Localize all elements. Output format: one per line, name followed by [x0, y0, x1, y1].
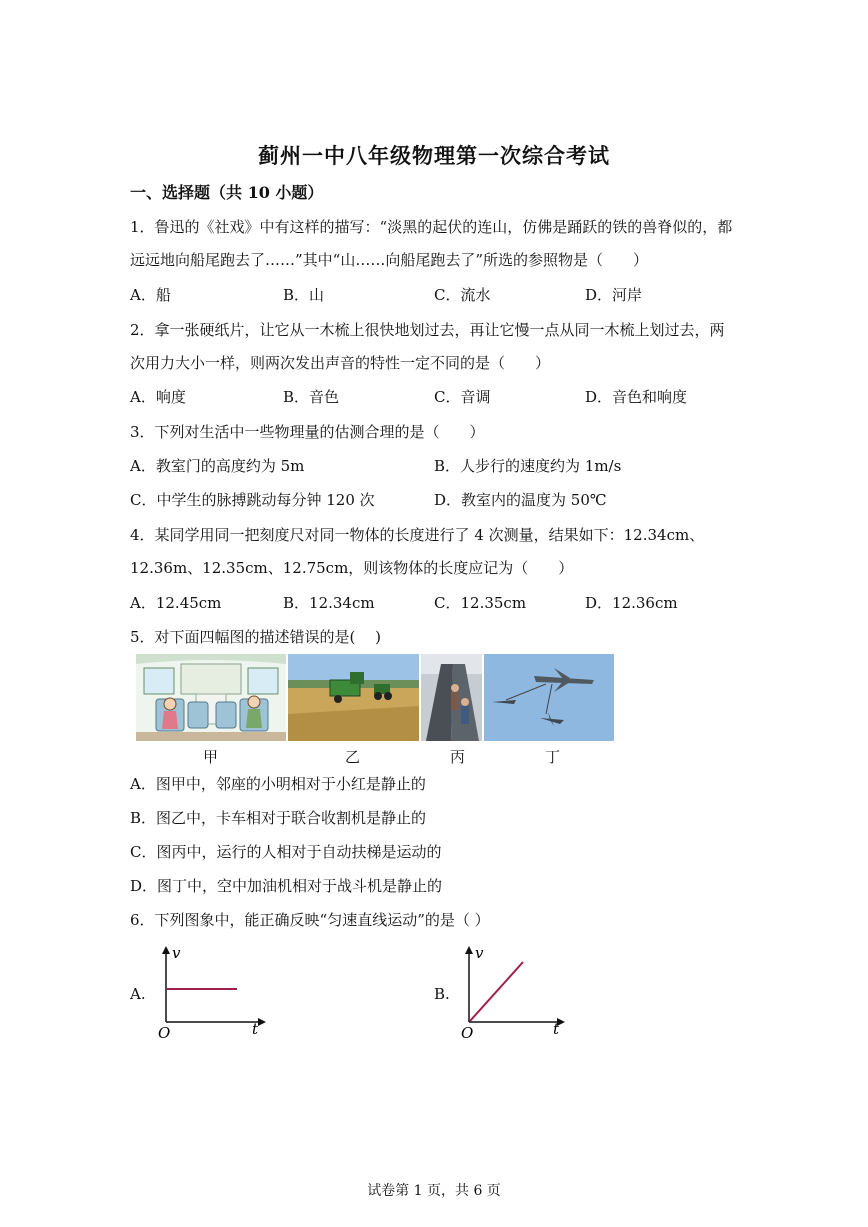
- x-axis-arrow: [258, 1018, 266, 1026]
- q2-option-d: D．音色和响度: [585, 388, 688, 406]
- q6-graph-b: [453, 942, 573, 1046]
- q3-option-a: A．教室门的高度约为 5m: [130, 457, 305, 475]
- question-4-line1: 4．某同学用同一把刻度尺对同一物体的长度进行了 4 次测量，结果如下：12.34cm、: [130, 526, 705, 544]
- caption-jia: 甲: [203, 748, 219, 766]
- caption-ding: 丁: [545, 748, 561, 766]
- q6-graph-a: [150, 942, 270, 1046]
- question-3-line1: 3．下列对生活中一些物理量的估测合理的是（ ）: [130, 423, 485, 441]
- q4-option-d: D．12.36cm: [585, 594, 678, 612]
- increasing-velocity-line: [470, 962, 523, 1021]
- q5-option-a: A．图甲中，邻座的小明相对于小红是静止的: [130, 775, 426, 793]
- q1-option-a: A．船: [130, 286, 171, 304]
- q6-graph-b-label: B.: [434, 985, 450, 1003]
- q4-option-a: A．12.45cm: [130, 594, 222, 612]
- q1-option-b: B．山: [283, 286, 325, 304]
- caption-yi: 乙: [345, 748, 361, 766]
- q6-graph-a-label: A.: [130, 985, 146, 1003]
- q3-option-d: D．教室内的温度为 50℃: [434, 491, 607, 509]
- y-axis-label: v: [172, 944, 181, 962]
- figure-escalator: [421, 654, 482, 741]
- x-axis-label: t: [553, 1020, 560, 1038]
- q4-option-c: C．12.35cm: [434, 594, 527, 612]
- q2-option-a: A．响度: [130, 388, 186, 406]
- section-heading: 一、选择题（共 10 小题）: [130, 183, 324, 202]
- q5-option-b: B．图乙中，卡车相对于联合收割机是静止的: [130, 809, 427, 827]
- figure-harvester-field: [288, 654, 419, 741]
- y-axis-arrow: [465, 946, 473, 954]
- x-axis-label: t: [252, 1020, 259, 1038]
- origin-label: O: [158, 1024, 171, 1042]
- origin-label: O: [461, 1024, 474, 1042]
- question-2-line2: 次用力大小一样，则两次发出声音的特性一定不同的是（ ）: [130, 354, 551, 372]
- y-axis-label: v: [475, 944, 484, 962]
- question-1-line2: 远远地向船尾跑去了……”其中“山……向船尾跑去了”所选的参照物是（ ）: [130, 251, 649, 269]
- q5-option-d: D．图丁中，空中加油机相对于战斗机是静止的: [130, 877, 443, 895]
- figure-aerial-refueling: [484, 654, 614, 741]
- question-4-line2: 12.36m、12.35cm、12.75cm，则该物体的长度应记为（ ）: [130, 559, 574, 577]
- q3-option-b: B．人步行的速度约为 1m/s: [434, 457, 622, 475]
- question-5-line1: 5．对下面四幅图的描述错误的是( ): [130, 628, 382, 646]
- q2-option-b: B．音色: [283, 388, 340, 406]
- page-footer: 试卷第 1 页，共 6 页: [367, 1183, 501, 1199]
- q4-option-b: B．12.34cm: [283, 594, 375, 612]
- q2-option-c: C．音调: [434, 388, 491, 406]
- q1-option-d: D．河岸: [585, 286, 643, 304]
- question-2-line1: 2．拿一张硬纸片，让它从一木梳上很快地划过去，再让它慢一点从同一木梳上划过去，两: [130, 321, 725, 339]
- q1-option-c: C．流水: [434, 286, 491, 304]
- exam-title: 蓟州一中八年级物理第一次综合考试: [258, 143, 610, 168]
- y-axis-arrow: [162, 946, 170, 954]
- q3-option-c: C．中学生的脉搏跳动每分钟 120 次: [130, 491, 375, 509]
- question-6-line1: 6．下列图象中，能正确反映“匀速直线运动”的是（ ）: [130, 911, 490, 929]
- figure-train-interior: [136, 654, 286, 741]
- caption-bing: 丙: [450, 748, 466, 766]
- q5-option-c: C．图丙中，运行的人相对于自动扶梯是运动的: [130, 843, 442, 861]
- question-1-line1: 1．鲁迅的《社戏》中有这样的描写：“淡黑的起伏的连山，仿佛是踊跃的铁的兽脊似的，都: [130, 218, 733, 236]
